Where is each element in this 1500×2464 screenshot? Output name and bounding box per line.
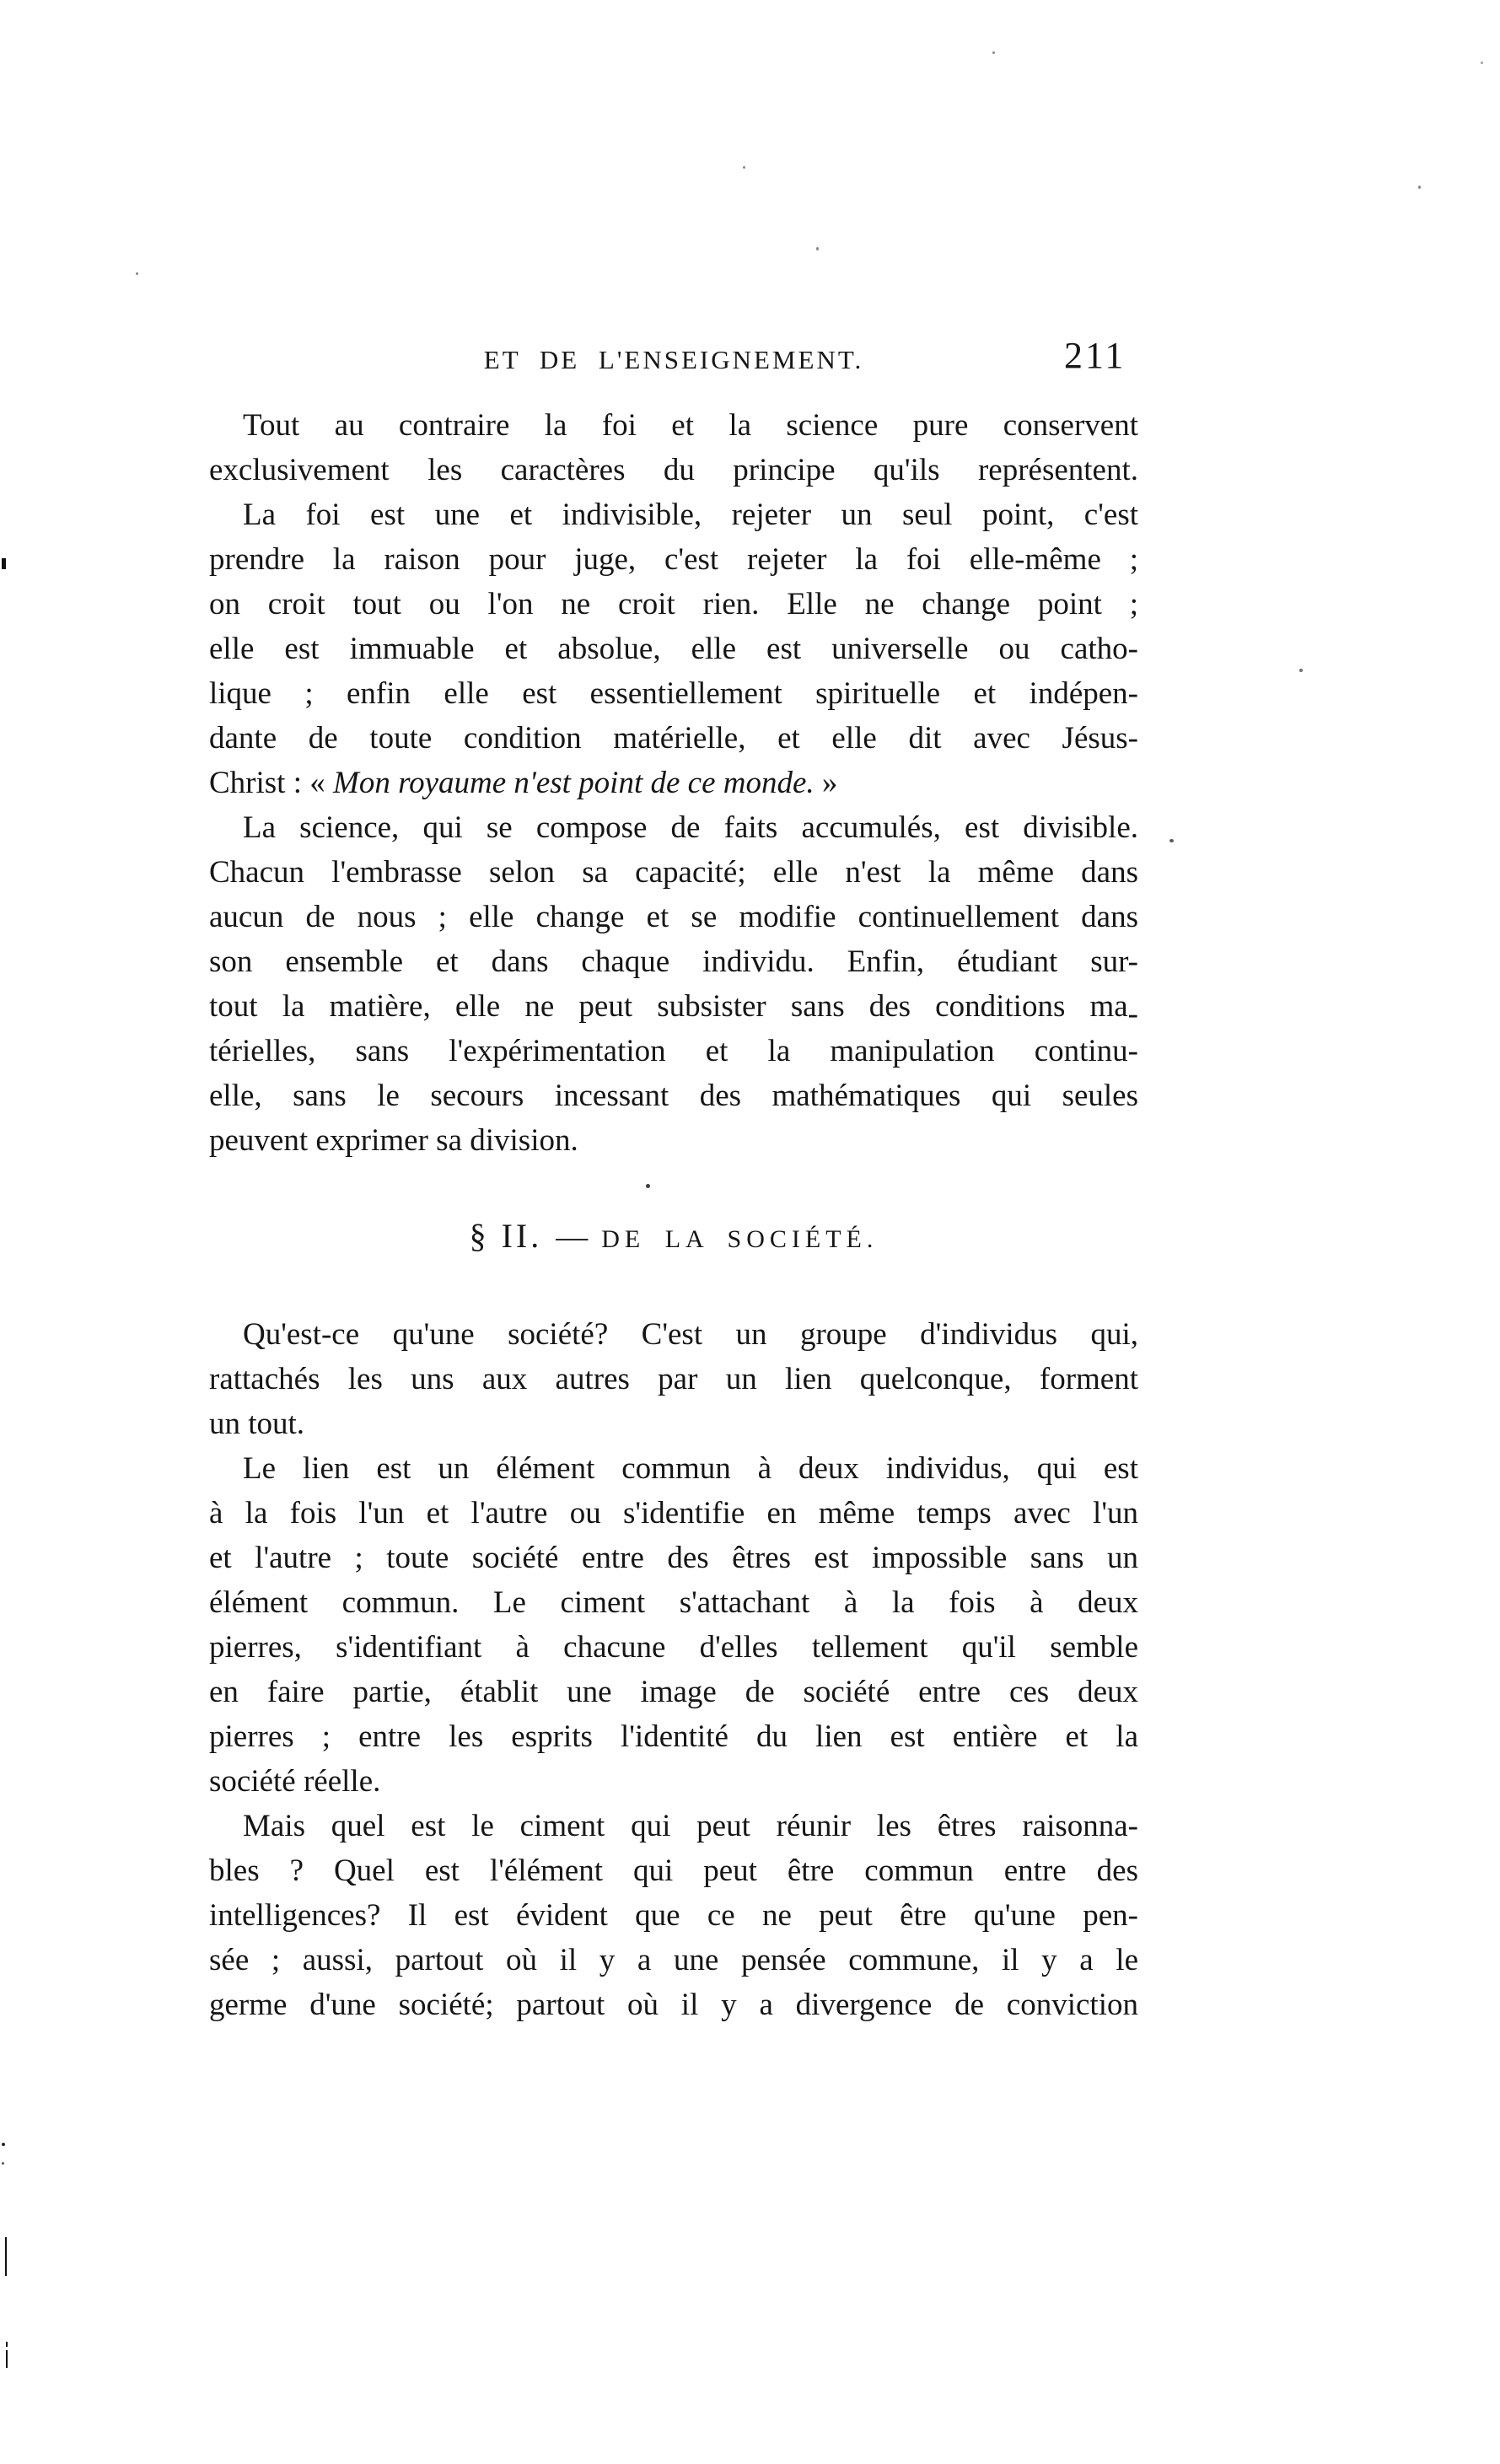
page-number: 211 xyxy=(1064,335,1126,376)
text-segment: en faire partie, établit une image de société entre ces deux xyxy=(209,1675,1138,1709)
ink-speck xyxy=(992,51,995,54)
text-segment: tout la matière, elle ne peut subsister sans des conditions ma xyxy=(209,989,1128,1024)
text-line xyxy=(209,492,1138,537)
text-line xyxy=(209,761,1138,805)
ink-speck xyxy=(1299,669,1303,672)
text-line xyxy=(209,1491,1138,1536)
text-segment: aucun de nous ; elle change et se modifie continuellement dans xyxy=(209,900,1138,934)
text-segment: on croit tout ou l'on ne croit rien. Elle ne change point ; xyxy=(209,587,1138,621)
text-segment: térielles, sans l'expérimentation et la manipulation continu- xyxy=(209,1034,1138,1068)
text-line xyxy=(209,582,1138,627)
section-dash: — xyxy=(556,1219,589,1255)
text-line xyxy=(209,1759,1138,1804)
section-title: DE LA SOCIÉTÉ. xyxy=(601,1225,879,1253)
text-segment: germe d'une société; partout où il y a divergence de conviction xyxy=(209,1988,1138,2022)
paragraph xyxy=(209,1804,1138,2027)
text-segment: dante de toute condition matérielle, et elle dit avec Jésus- xyxy=(209,721,1138,756)
ink-speck xyxy=(743,166,745,169)
ink-speck xyxy=(2,2143,5,2146)
text-line xyxy=(209,1670,1138,1714)
text-line xyxy=(209,403,1138,448)
text-segment: Qu'est-ce qu'une société? C'est un groupe d'individus qui, xyxy=(243,1317,1138,1352)
paragraph xyxy=(209,403,1138,492)
text-segment: son ensemble et dans chaque individu. Enfin, étudiant sur- xyxy=(209,944,1138,979)
text-segment: pierres, s'identifiant à chacune d'elles tellement qu'il semble xyxy=(209,1630,1138,1665)
text-line xyxy=(209,1982,1138,2027)
text-line xyxy=(209,1625,1138,1670)
margin-line xyxy=(6,2350,8,2368)
text-line xyxy=(209,939,1138,984)
text-segment: peuvent exprimer sa division. xyxy=(209,1123,578,1158)
text-segment: lique ; enfin elle est essentiellement spirituelle et indépen- xyxy=(209,676,1138,711)
paragraph xyxy=(209,1446,1138,1804)
text-segment: prendre la raison pour juge, c'est rejeter la foi elle-même ; xyxy=(209,542,1138,577)
text-segment: - xyxy=(1127,996,1138,1031)
text-segment: un tout. xyxy=(209,1407,305,1441)
text-segment: et l'autre ; toute société entre des êtres est impossible sans un xyxy=(209,1541,1138,1575)
text-block xyxy=(209,403,1138,2027)
text-segment: Chacun l'embrasse selon sa capacité; elle n'est la même dans xyxy=(209,855,1138,890)
ink-speck xyxy=(1481,62,1483,64)
text-line xyxy=(209,716,1138,761)
text-segment: exclusivement les caractères du principe qu'ils représentent. xyxy=(209,453,1138,487)
text-segment: élément commun. Le ciment s'attachant à la fois à deux xyxy=(209,1585,1138,1620)
ink-speck xyxy=(646,1184,650,1188)
text-segment: elle, sans le secours incessant des mathématiques qui seules xyxy=(209,1079,1138,1113)
text-line xyxy=(209,1714,1138,1759)
text-segment: Le lien est un élément commun à deux individus, qui est xyxy=(243,1451,1138,1486)
text-line xyxy=(209,805,1138,850)
text-line xyxy=(209,1580,1138,1625)
ink-speck xyxy=(816,247,819,250)
ink-speck xyxy=(1169,839,1174,842)
text-segment: La foi est une et indivisible, rejeter un seul point, c'est xyxy=(243,498,1138,532)
text-line xyxy=(209,1073,1138,1118)
section-marker: § II. xyxy=(469,1217,543,1255)
text-segment: Tout au contraire la foi et la science pure conservent xyxy=(243,408,1138,443)
text-line xyxy=(209,537,1138,582)
text-line xyxy=(209,1848,1138,1893)
text-segment: rattachés les uns aux autres par un lien quelconque, forment xyxy=(209,1362,1138,1396)
ink-speck xyxy=(1418,186,1421,189)
text-line xyxy=(209,850,1138,895)
text-line xyxy=(209,627,1138,671)
text-line xyxy=(209,1893,1138,1938)
text-segment: Christ : « xyxy=(209,766,333,800)
text-segment: bles ? Quel est l'élément qui peut être commun entre des xyxy=(209,1853,1138,1888)
quoted-italic-text: Mon royaume n'est point de ce monde. xyxy=(333,766,815,800)
text-segment: Mais quel est le ciment qui peut réunir les êtres raisonna- xyxy=(243,1809,1138,1843)
ink-speck xyxy=(136,272,138,275)
text-line xyxy=(209,1804,1138,1848)
paragraph xyxy=(209,805,1138,1163)
section-heading xyxy=(209,1213,1138,1262)
text-line xyxy=(209,1312,1138,1357)
text-segment: » xyxy=(814,766,838,800)
text-segment: pierres ; entre les esprits l'identité du lien est entière et la xyxy=(209,1719,1138,1754)
paragraph xyxy=(209,1312,1138,1446)
margin-tick xyxy=(2,558,6,569)
text-segment: La science, qui se compose de faits accumulés, est divisible. xyxy=(243,810,1138,845)
text-segment: elle est immuable et absolue, elle est universelle ou catho- xyxy=(209,632,1138,666)
text-line xyxy=(209,1357,1138,1401)
text-segment: à la fois l'un et l'autre ou s'identifie en même temps avec l'un xyxy=(209,1496,1138,1531)
paragraph xyxy=(209,492,1138,805)
text-line xyxy=(209,984,1138,1029)
margin-dash xyxy=(6,2342,8,2347)
margin-line xyxy=(5,2237,7,2276)
running-header: ET DE L'ENSEIGNEMENT. xyxy=(483,345,864,374)
text-line xyxy=(209,1938,1138,1982)
text-segment: société réelle. xyxy=(209,1764,381,1799)
text-line xyxy=(209,1446,1138,1491)
text-line xyxy=(209,671,1138,716)
ink-speck xyxy=(2,2162,4,2165)
text-line xyxy=(209,1401,1138,1446)
text-line xyxy=(209,448,1138,492)
text-line xyxy=(209,1536,1138,1580)
text-segment: intelligences? Il est évident que ce ne peut être qu'une pen- xyxy=(209,1898,1138,1933)
text-line xyxy=(209,1029,1138,1073)
text-segment: sée ; aussi, partout où il y a une pensée commune, il y a le xyxy=(209,1943,1138,1977)
text-line xyxy=(209,1118,1138,1163)
text-line xyxy=(209,895,1138,939)
